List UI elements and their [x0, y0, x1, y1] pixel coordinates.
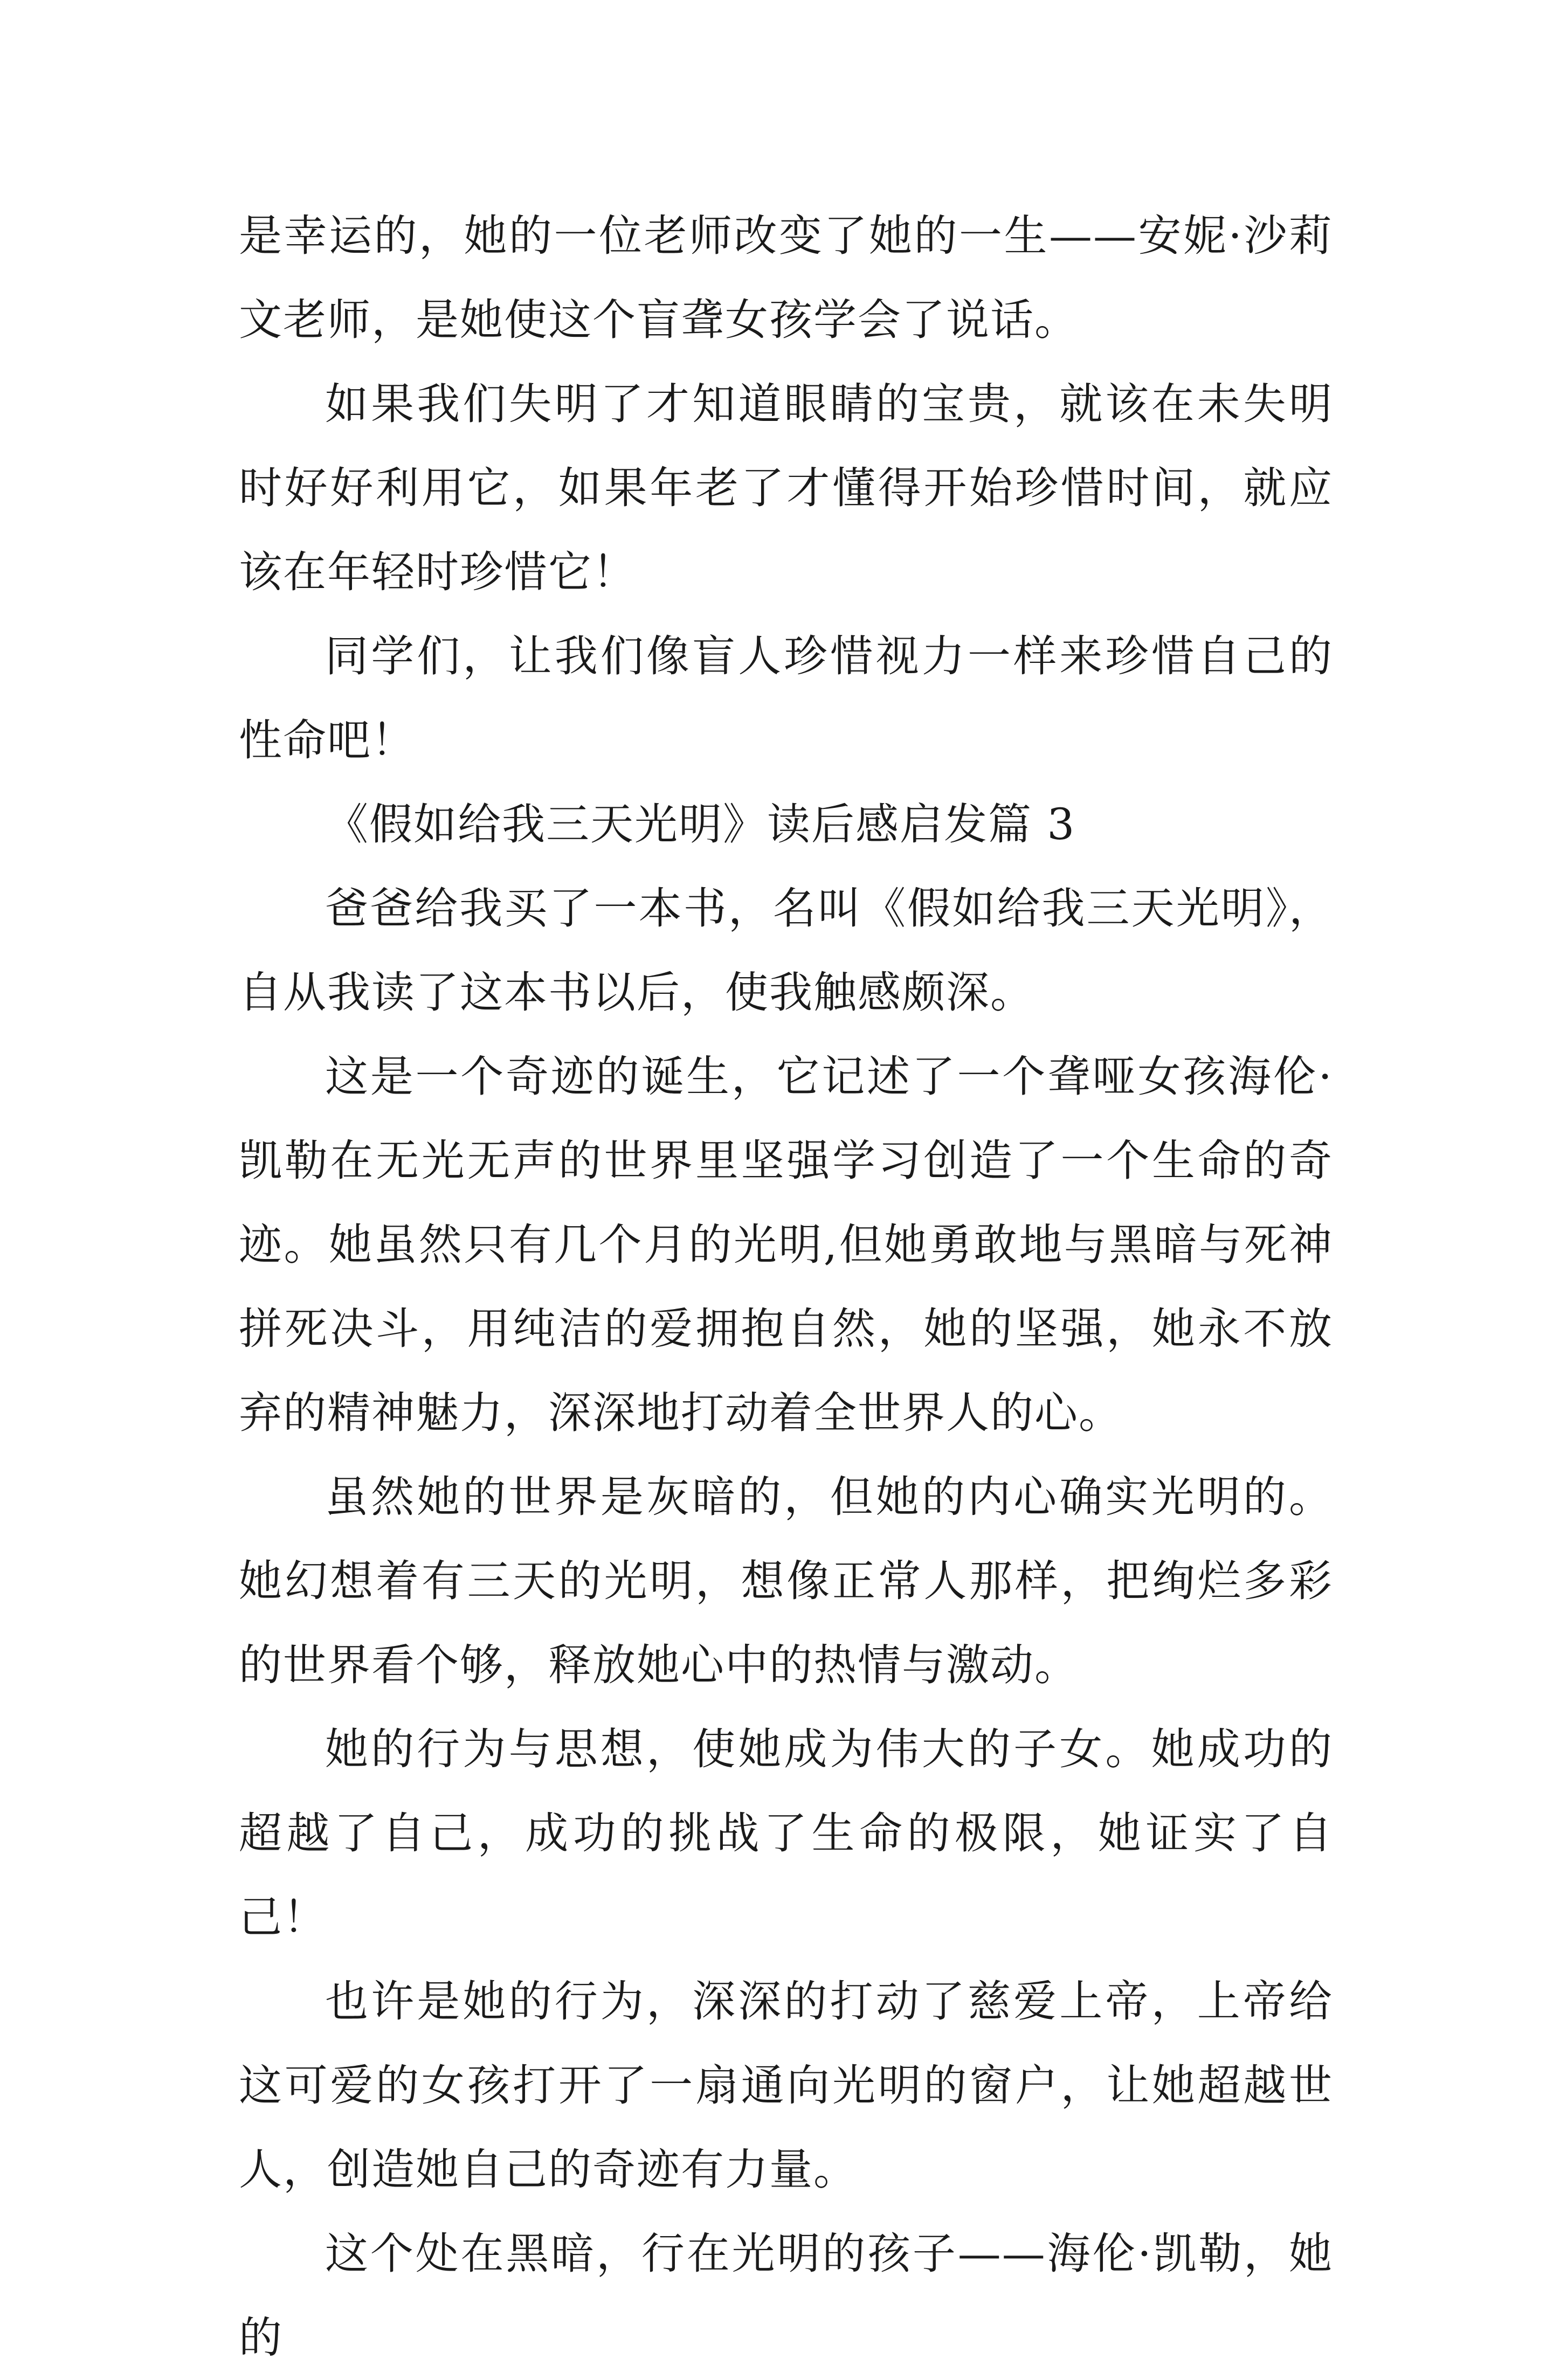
section-heading: 《假如给我三天光明》读后感启发篇 3 [325, 799, 1076, 849]
paragraph-book-gift: 爸爸给我买了一本书，名叫《假如给我三天光明》，自从我读了这本书以后，使我触感颇深。 [239, 883, 1333, 1018]
paragraph-miracle: 这是一个奇迹的诞生，它记述了一个聋哑女孩海伦·凯勒在无光无声的世界里坚强学习创造了一个生命的奇迹。她虽然只有几个月的光明,但她勇敢地与黑暗与死神拼死决斗，用纯洁的爱拥抱自然，她的坚强，她永不放弃的精神魅力，深深地打动着全世界人的心。 [239, 1051, 1333, 1438]
paragraph-eyes: 如果我们失明了才知道眼睛的宝贵，就该在未失明时好好利用它，如果年老了才懂得开始珍惜时间，就应该在年轻时珍惜它！ [239, 379, 1333, 597]
paragraph-continuation: 是幸运的，她的一位老师改变了她的一生——安妮·沙莉文老师，是她使这个盲聋女孩学会了说话。 [239, 211, 1333, 345]
paragraph-window: 也许是她的行为，深深的打动了慈爱上帝，上帝给这可爱的女孩打开了一扇通向光明的窗户，让她超越世人，创造她自己的奇迹有力量。 [239, 1976, 1333, 2195]
paragraph-child-in-light: 这个处在黑暗，行在光明的孩子——海伦·凯勒，她的 [239, 2229, 1333, 2363]
paragraph-inner-light: 虽然她的世界是灰暗的，但她的内心确实光明的。她幻想着有三天的光明，想像正常人那样，把绚烂多彩的世界看个够，释放她心中的热情与激动。 [239, 1472, 1333, 1690]
paragraph-classmates: 同学们，让我们像盲人珍惜视力一样来珍惜自己的性命吧！ [239, 631, 1333, 765]
paragraph-behavior: 她的行为与思想，使她成为伟大的子女。她成功的超越了自己，成功的挑战了生命的极限，她证实了自己！ [239, 1724, 1333, 1942]
document-body [239, 194, 1333, 2380]
